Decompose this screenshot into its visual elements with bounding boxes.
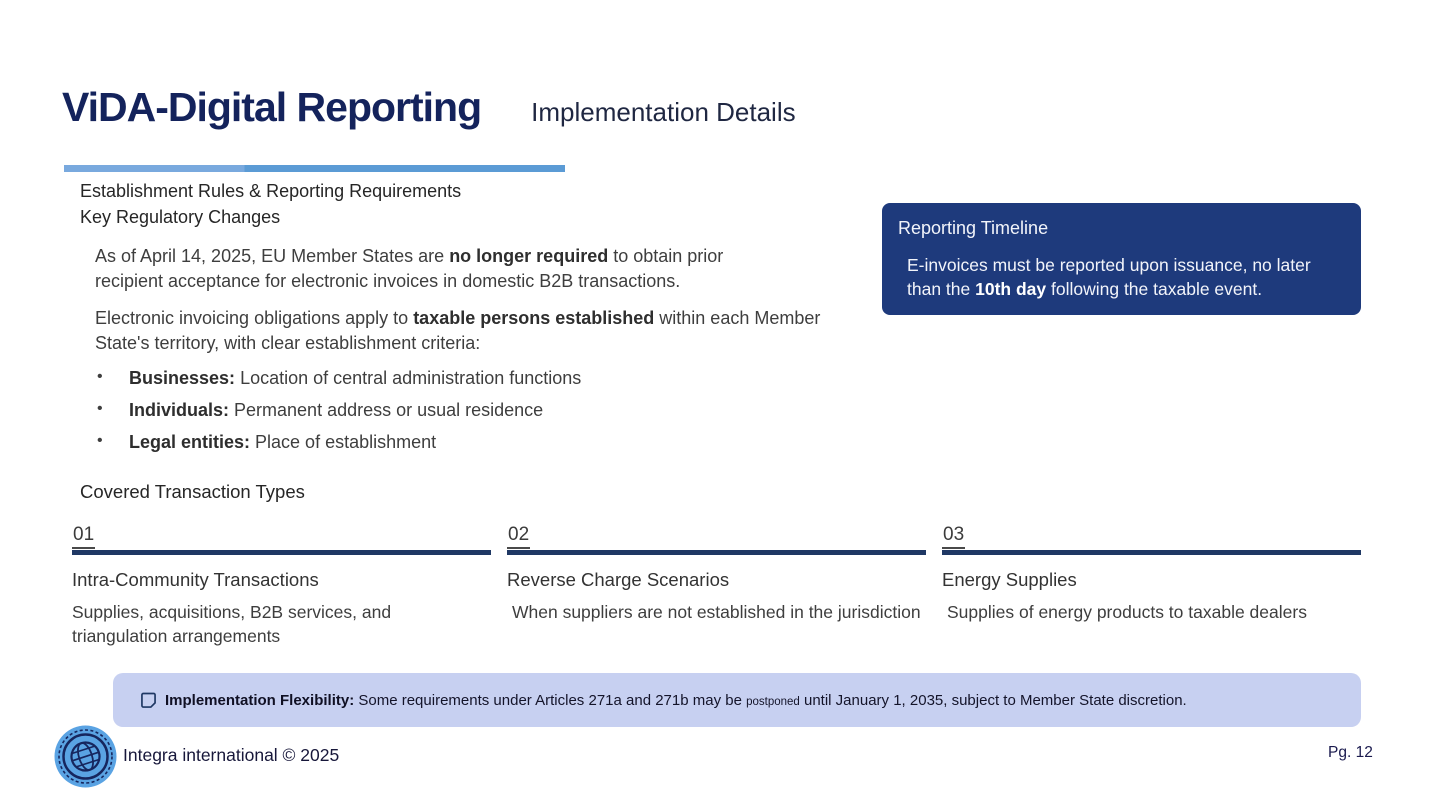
callout-body	[898, 253, 1343, 301]
callout-text: following the taxable event.	[1046, 279, 1263, 299]
note-text	[165, 692, 1187, 709]
reporting-timeline-callout	[882, 203, 1361, 315]
section-heading-line1: Establishment Rules & Reporting Requirements	[80, 181, 462, 201]
section-heading-line2: Key Regulatory Changes	[80, 207, 281, 227]
column-divider-bar	[507, 550, 926, 555]
list-item	[95, 432, 581, 453]
page-subtitle: Implementation Details	[531, 97, 796, 127]
paragraph-bold-text: no longer required	[449, 246, 609, 266]
paragraph-acceptance-rule	[95, 244, 785, 294]
callout-bold-text: 10th day	[975, 279, 1047, 299]
note-label: Implementation Flexibility:	[165, 691, 355, 709]
page-title: ViDA-Digital Reporting	[62, 84, 482, 130]
column-energy-supplies	[942, 524, 1361, 648]
column-divider-bar	[72, 550, 491, 555]
column-number: 03	[942, 524, 965, 549]
column-title: Energy Supplies	[942, 569, 1077, 590]
bullet-body: Place of establishment	[250, 432, 437, 452]
page-number: Pg. 12	[1328, 744, 1373, 761]
bullet-body: Permanent address or usual residence	[229, 400, 544, 420]
footer-company-credit: Integra international © 2025	[123, 745, 340, 765]
paragraph-establishment-rule	[95, 306, 825, 356]
bullet-marker: •	[97, 432, 103, 449]
bullet-label: Businesses:	[129, 368, 236, 388]
note-body: Some requirements under Articles 271a and 271b may be	[354, 691, 747, 709]
slide-header	[62, 84, 796, 131]
paragraph-text: to obtain prior recipient acceptance for electronic invoices in domestic B2B transactions.	[95, 246, 724, 291]
column-number: 02	[507, 524, 530, 549]
column-divider-bar	[942, 550, 1361, 555]
column-reverse-charge	[507, 524, 926, 648]
callout-text: E-invoices must be reported upon issuance, no later than the	[907, 255, 1311, 299]
callout-title: Reporting Timeline	[898, 218, 1049, 238]
bullet-text	[129, 400, 543, 421]
title-underline-divider	[64, 165, 565, 172]
bullet-text	[129, 432, 436, 453]
integra-globe-logo-icon	[54, 725, 117, 788]
column-description: Supplies, acquisitions, B2B services, and triangulation arrangements	[72, 602, 392, 646]
paragraph-text: within each Member State's territory, with clear establishment criteria:	[95, 308, 821, 353]
list-item	[95, 368, 581, 389]
column-number: 01	[72, 524, 95, 549]
paragraph-bold-text: taxable persons established	[413, 308, 655, 328]
column-title: Intra-Community Transactions	[72, 569, 319, 590]
column-description: Supplies of energy products to taxable dealers	[947, 602, 1307, 622]
bullet-text	[129, 368, 581, 389]
note-body: until January 1, 2035, subject to Member State discretion.	[799, 691, 1187, 709]
paragraph-text: Electronic invoicing obligations apply to	[95, 308, 414, 328]
bullet-label: Individuals:	[129, 400, 230, 420]
bullet-marker: •	[97, 400, 103, 417]
bullet-marker: •	[97, 368, 103, 385]
implementation-flexibility-note	[113, 673, 1361, 727]
note-small-text: postponed	[746, 695, 800, 708]
covered-transactions-heading: Covered Transaction Types	[80, 481, 305, 502]
paragraph-text: As of April 14, 2025, EU Member States are	[95, 246, 450, 266]
column-description: When suppliers are not established in the jurisdiction	[512, 602, 921, 622]
transaction-type-columns	[72, 524, 1361, 648]
column-title: Reverse Charge Scenarios	[507, 569, 730, 590]
bullet-body: Location of central administration functions	[235, 368, 582, 388]
criteria-bullet-list	[95, 368, 581, 464]
section-heading	[80, 178, 461, 230]
bullet-label: Legal entities:	[129, 432, 251, 452]
list-item	[95, 400, 581, 421]
column-intra-community	[72, 524, 491, 648]
note-icon	[141, 692, 156, 709]
